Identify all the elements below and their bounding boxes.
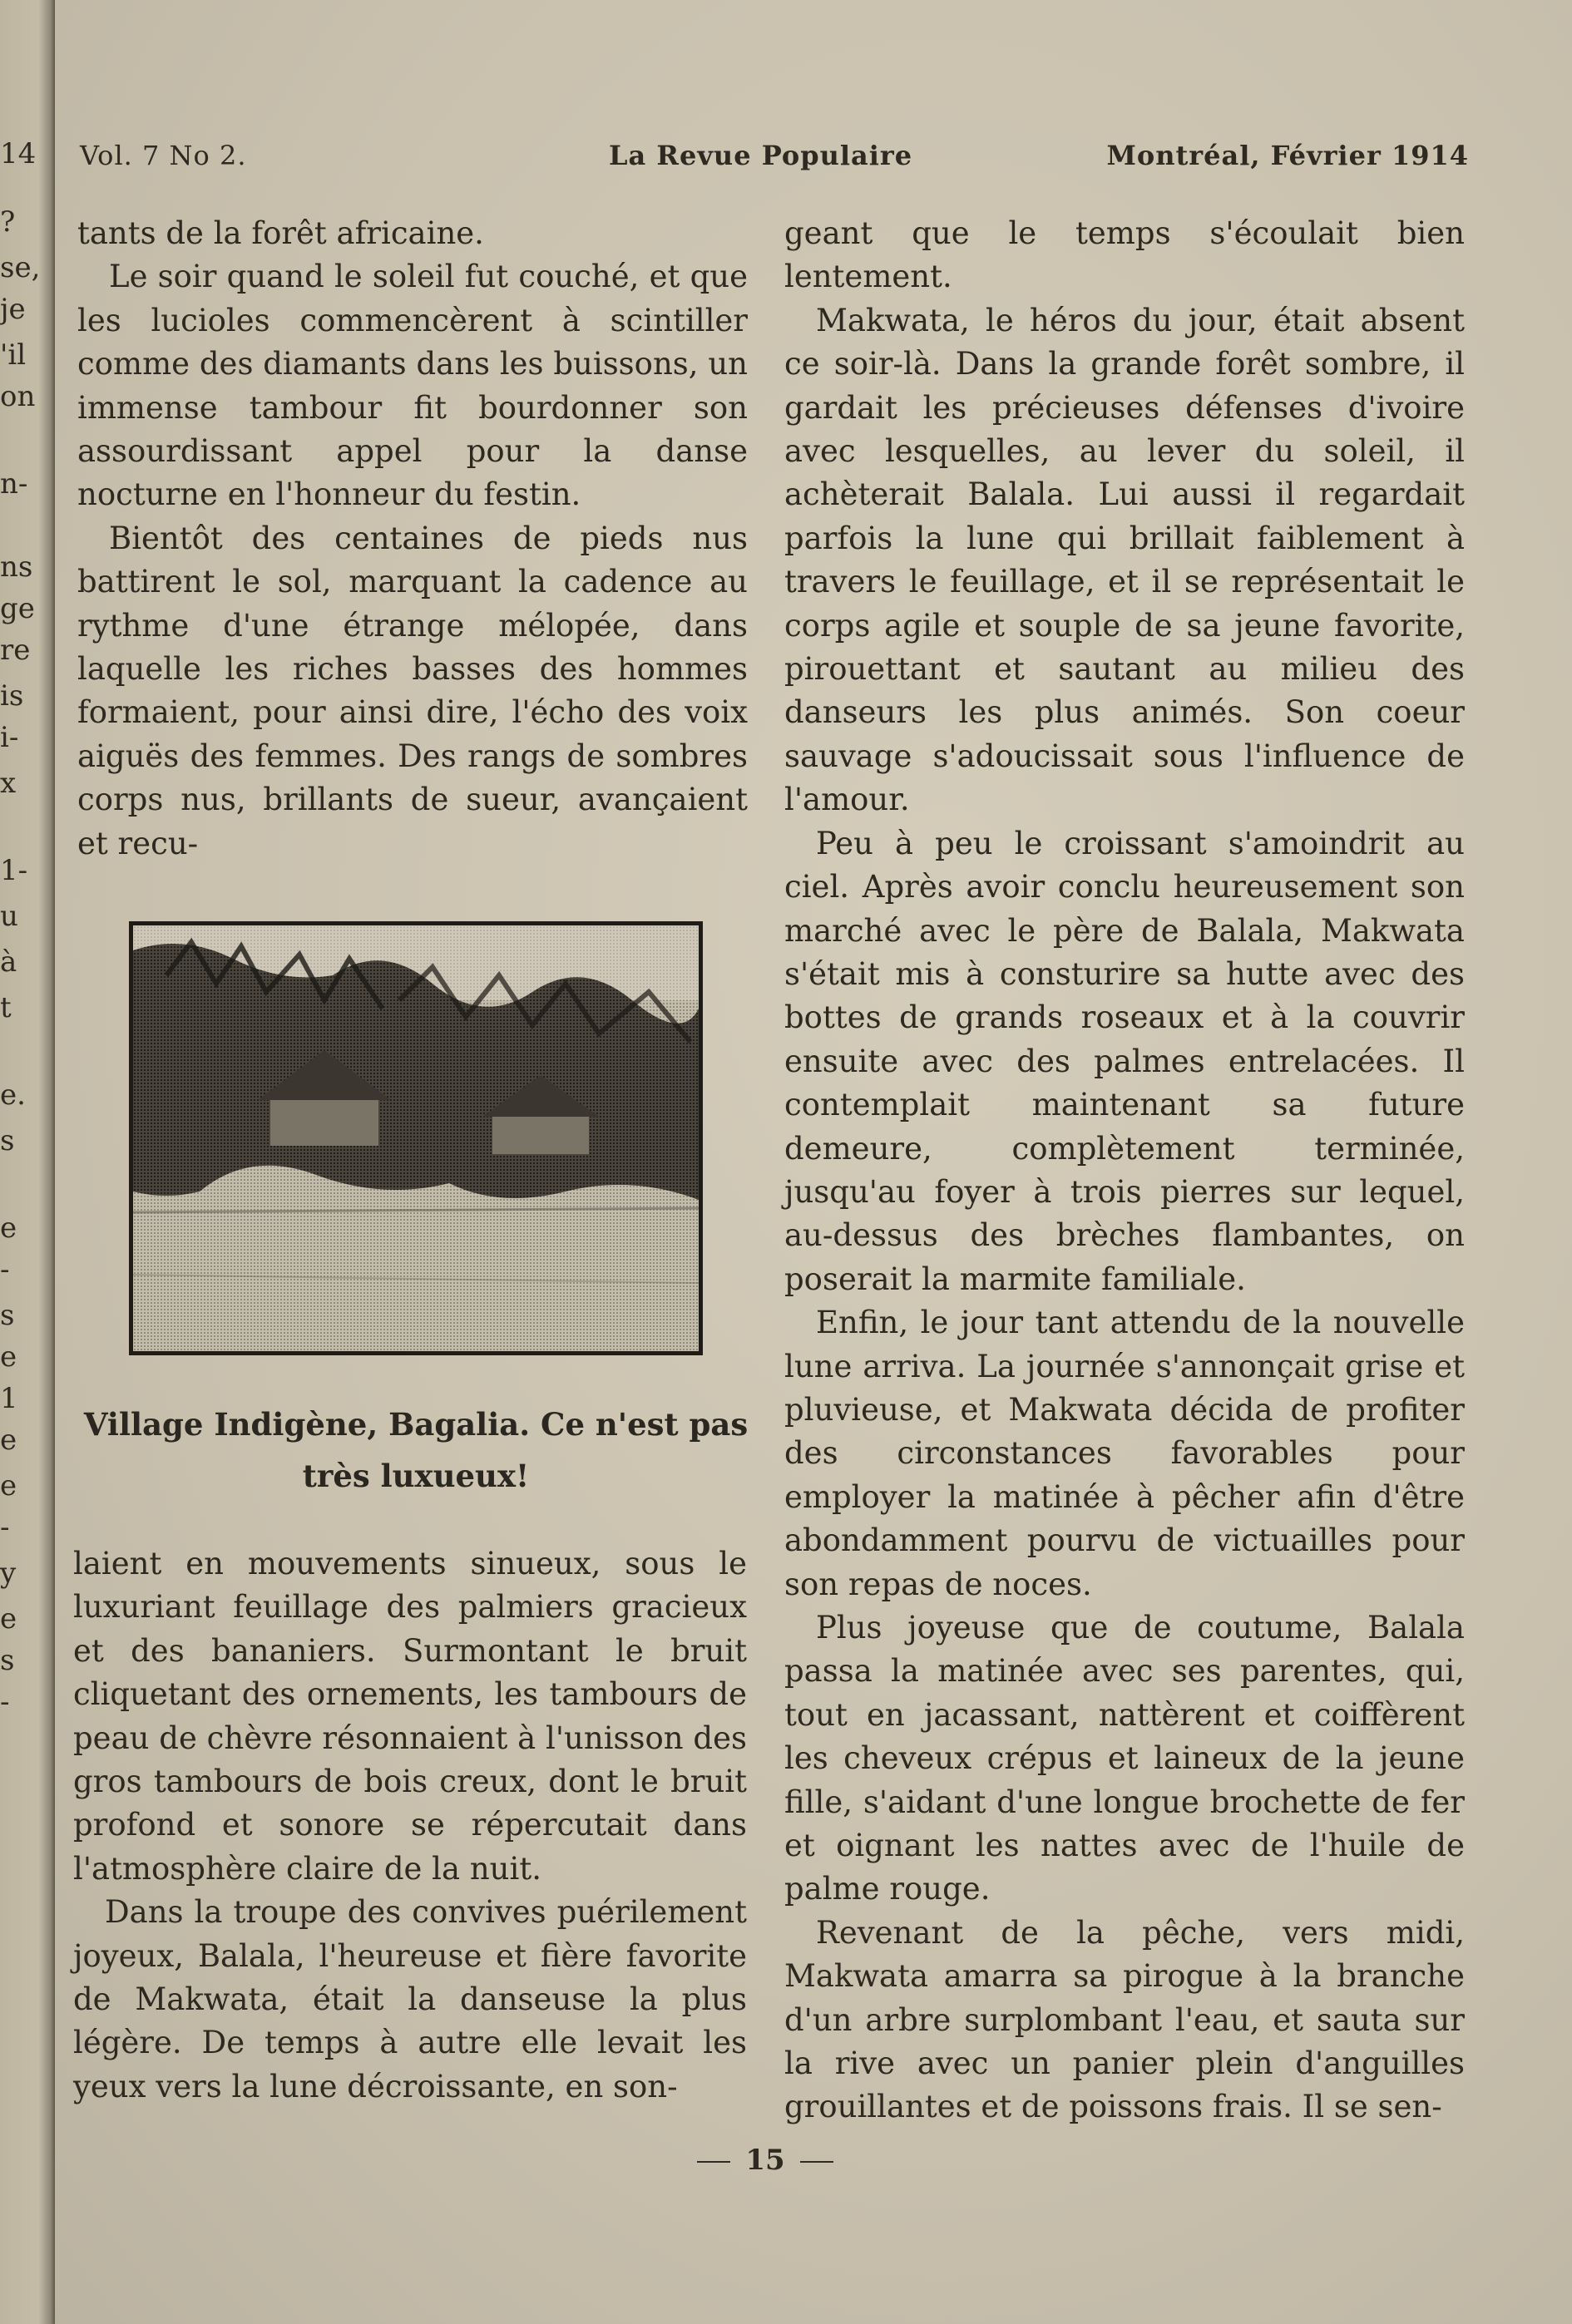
paragraph: Enfin, le jour tant attendu de la nouvelle lune arriva. La journée s'annonçait grise et pluvieuse, et Makwata décida de profiter des circonstances favorables pour employer la matinée à pêcher afin d'être abondamment pourvu de victuailles pour son repas de noces. (784, 1305, 1465, 1602)
paragraph: Bientôt des centaines de pieds nus battirent le sol, marquant la cadence au rythme d'une étrange mélopée, dans laquelle les riches basses des hommes formaient, pour ainsi dire, l'écho des voix aiguës des femmes. Des rangs de sombres corps nus, brillants de sueur, avançaient et recu- (77, 520, 748, 861)
gutter-fragment: 14 (0, 137, 37, 170)
gutter-fragment: ? (0, 205, 16, 239)
paragraph: Le soir quand le soleil fut couché, et que les lucioles commencèrent à scintiller comme des diamants dans les buissons, un immense tambour fit bourdonner son assourdissant appel pour la danse nocturne en l'honneur du festin. (77, 259, 748, 513)
gutter-fragment: on (0, 380, 36, 413)
paragraph: laient en mouvements sinueux, sous le luxuriant feuillage des palmiers gracieux et des bananiers. Surmontant le bruit cliquetant des ornements, les tambours de peau de chèvre résonnaient à l'unisson des gros tambours de bois creux, dont le bruit profond et sonore se répercutait dans l'atmosphère claire de la nuit. (73, 1546, 747, 1887)
gutter-fragment: t (0, 991, 12, 1024)
paragraph: Revenant de la pêche, vers midi, Makwata amarra sa pirogue à la branche d'un arbre surplombant l'eau, et sauta sur la rive avec un panier plein d'anguilles grouillantes et de poissons frais. Il se sen- (784, 1914, 1465, 2125)
gutter-fragment: s (0, 1644, 15, 1677)
gutter-fragment: je (0, 293, 26, 326)
gutter-fragment: s (0, 1124, 15, 1157)
folio-dash (697, 2161, 730, 2163)
right-column (784, 212, 1465, 2129)
gutter-fragment: e (0, 1469, 17, 1502)
gutter-fragment: se, (0, 251, 41, 284)
village-photo-image (133, 925, 699, 1351)
gutter-fragment: - (0, 1253, 10, 1286)
left-column-bottom (73, 1542, 747, 2109)
gutter-fragment: e. (0, 1078, 26, 1112)
gutter-fragment: is (0, 679, 24, 713)
gutter-fragment: ns (0, 550, 33, 584)
paragraph: Makwata, le héros du jour, était absent ce soir-là. Dans la grande forêt sombre, il gardait les précieuses défenses d'ivoire avec lesquelles, au lever du soleil, il achèterait Balala. Lui aussi il regardait parfois la lune qui brillait faiblement à travers le feuillage, et il se représentait le corps agile et souple de sa jeune favorite, pirouettant et sautant au milieu des danseurs les plus animés. Son coeur sauvage s'adoucissait sous l'influence de l'amour. (784, 302, 1465, 818)
folio-dash (800, 2161, 833, 2163)
paragraph: geant que le temps s'écoulait bien lentement. (784, 215, 1465, 295)
caption-line: très luxueux! (302, 1458, 530, 1494)
paragraph: Plus joyeuse que de coutume, Balala passa la matinée avec ses parentes, qui, tout en jacassant, nattèrent et coiffèrent les cheveux crépus et laineux de la jeune fille, s'aidant d'une longue brochette de fer et oignant les nattes avec de l'huile de palme rouge. (784, 1610, 1465, 1907)
gutter-fragment: re (0, 634, 31, 667)
village-photo (129, 921, 703, 1355)
left-column-top (77, 212, 748, 866)
gutter-fragment: n- (0, 467, 28, 501)
paragraph: tants de la forêt africaine. (77, 215, 484, 251)
gutter-fragment: e (0, 1424, 17, 1457)
gutter-fragment: x (0, 767, 17, 800)
gutter-fragment: - (0, 1511, 10, 1544)
running-head (80, 140, 1469, 181)
photo-caption (83, 1399, 749, 1502)
gutter-fragment: s (0, 1299, 15, 1332)
page-number (665, 2144, 865, 2177)
issue-date: Montréal, Février 1914 (1106, 140, 1469, 171)
paragraph: Peu à peu le croissant s'amoindrit au ciel. Après avoir conclu heureusement son marché avec le père de Balala, Makwata s'était mis à consturire sa hutte avec des bottes de grands roseaux et à la couvrir ensuite avec des palmes entrelacées. Il contemplait maintenant sa future demeure, complètement terminée, jusqu'au foyer à trois pierres sur lequel, au-dessus des brèches flambantes, on poserait la marmite familiale. (784, 825, 1465, 1297)
gutter-fragment: ge (0, 592, 35, 625)
page-number-value: 15 (745, 2144, 785, 2177)
gutter-fragment: i- (0, 721, 19, 754)
gutter-fragment: 1 (0, 1382, 18, 1415)
issue-volume: Vol. 7 No 2. (80, 140, 247, 171)
magazine-title: La Revue Populaire (609, 140, 913, 171)
gutter-fragment: e (0, 1602, 17, 1636)
gutter-fragment: e (0, 1340, 17, 1374)
gutter-fragment: - (0, 1685, 10, 1719)
gutter-fragment: y (0, 1557, 17, 1590)
gutter-fragment: 1- (0, 854, 28, 887)
paragraph: Dans la troupe des convives puérilement joyeux, Balala, l'heureuse et fière favorite de Makwata, était la danseuse la plus légère. De temps à autre elle levait les yeux vers la lune décroissante, en son- (73, 1894, 747, 2104)
gutter-fragment: u (0, 900, 18, 933)
gutter-fragment: e (0, 1211, 17, 1245)
gutter-fragment: 'il (0, 338, 27, 372)
caption-line: Village Indigène, Bagalia. Ce n'est pas (83, 1406, 749, 1443)
gutter-fragment: à (0, 945, 17, 979)
